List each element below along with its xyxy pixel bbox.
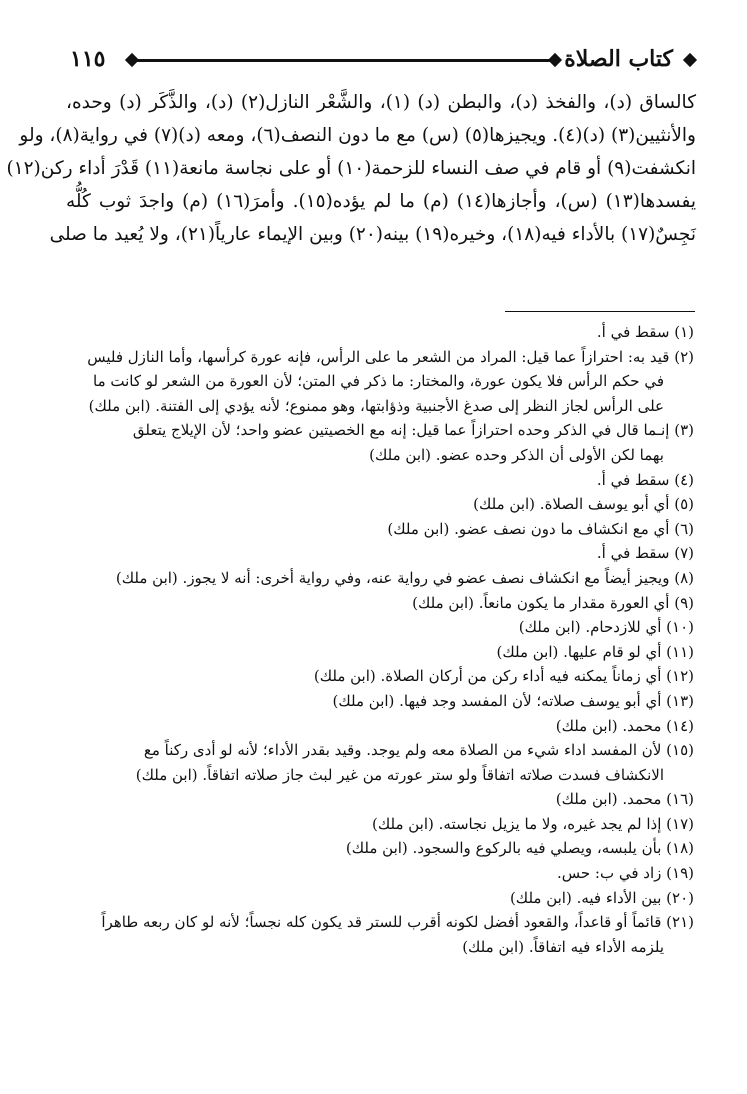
footnote-line: (٦) أي مع انكشاف ما دون نصف عضو. (ابن ملك) xyxy=(387,519,694,538)
footnote-line: (١٢) أي زماناً يمكنه فيه أداء ركن من أركان الصلاة. (ابن ملك) xyxy=(313,667,694,686)
footnote-line: (٣) إنـما قال في الذكر وحده احترازاً عما قيل: إنه مع الخصيتين عضو واحد؛ لأن الإيلاج يتعلق xyxy=(132,421,694,440)
footnote-line: (١٣) أي أبو يوسف صلاته؛ لأن المفسد وجد فيها. (ابن ملك) xyxy=(332,691,694,710)
main-text-line: يفسدها(١٣) (س)، وأجازها(١٤) (م) ما لم يؤده(١٥). وأمرَ(١٦) (م) واجدَ ثوب كُلُّه xyxy=(66,191,697,212)
footnote-line: (٧) سقط في أ. xyxy=(596,544,694,563)
footnote-line: (٢٠) بين الأداء فيه. (ابن ملك) xyxy=(509,888,694,907)
footnote-line: على الرأس لجاز النظر إلى صدغ الأجنبية وذؤابتها، وهو ممنوع؛ لأنه يؤدي إلى الفتنة. (ابن ملك) xyxy=(88,396,664,415)
footnote-line: بهما لكن الأولى أن الذكر وحده عضو. (ابن ملك) xyxy=(369,445,664,464)
footnotes xyxy=(52,320,694,959)
footnote-separator xyxy=(505,311,695,312)
main-text xyxy=(6,86,697,251)
footnote-line: يلزمه الأداء فيه اتفاقاً. (ابن ملك) xyxy=(462,937,664,956)
main-text-line: كالساق (د)، والفخذ (د)، والبطن (د) (١)، والشَّعْر النازل(٢) (د)، والذَّكَر (د) وحده، xyxy=(66,92,697,113)
footnote-line: (٢) قيد به: احترازاً عما قيل: المراد من الشعر ما على الرأس، فإنه عورة كرأسها، وأما النازل فليس xyxy=(87,347,694,366)
footnote-line: (١٩) زاد في ب: حس. xyxy=(556,864,694,883)
diamond-ornament-icon xyxy=(683,53,697,67)
footnote-line: (١٨) بأن يلبسه، ويصلي فيه بالركوع والسجود. (ابن ملك) xyxy=(345,839,694,858)
footnote-line: (١٤) محمد. (ابن ملك) xyxy=(555,716,694,735)
footnote-line: (١١) أي لو قام عليها. (ابن ملك) xyxy=(496,642,694,661)
footnote-line: (٨) ويجيز أيضاً مع انكشاف نصف عضو في رواية عنه، وفي رواية أخرى: أنه لا يجوز. (ابن ملك) xyxy=(115,568,694,587)
main-text-line: انكشفت(٩) أو قام في صف النساء للزحمة(١٠) أو على نجاسة مانعة(١١) قَدْرَ أداء ركن(١٢) xyxy=(6,158,696,179)
footnote-line: (٢١) قائماً أو قاعداً، والقعود أفضل لكونه أقرب للستر قد يكون كله نجساً؛ لأنه لو كان ربعه طاهراً xyxy=(101,913,694,932)
footnote-line: في حكم الرأس فلا يكون عورة، والمختار: ما ذكر في المتن؛ لأن العورة من الشعر لو كانت ما xyxy=(93,372,664,391)
footnote-line: (١٥) لأن المفسد اداء شيء من الصلاة معه ولم يوجد. وقيد بقدر الأداء؛ لأنه لو أدى ركناً مع xyxy=(143,741,694,760)
diamond-ornament-icon xyxy=(548,53,562,67)
main-text-line: نَجِسٌ(١٧) بالأداء فيه(١٨)، وخيره(١٩) بينه(٢٠) وبين الإيماء عارياً(٢١)، ولا يُعيد ما صلى xyxy=(49,224,696,245)
main-text-line: والأنثيين(٣) (د)(٤). ويجيزها(٥) (س) مع ما دون النصف(٦)، ومعه (د)(٧) في رواية(٨)، ولو xyxy=(19,125,696,146)
running-header xyxy=(70,44,695,80)
footnote-line: (٥) أي أبو يوسف الصلاة. (ابن ملك) xyxy=(473,495,694,514)
footnote-line: (١) سقط في أ. xyxy=(596,323,694,341)
footnote-line: (٩) أي العورة مقدار ما يكون مانعاً. (ابن ملك) xyxy=(412,593,694,612)
page-number: ١١٥ xyxy=(70,46,106,72)
footnote-line: (١٠) أي للازدحام. (ابن ملك) xyxy=(518,618,694,637)
footnote-line: (٤) سقط في أ. xyxy=(596,470,694,489)
header-rule xyxy=(132,59,555,62)
footnote-line: الانكشاف فسدت صلاته اتفاقاً ولو ستر عورته من غير لبث جاز صلاته اتفاقاً. (ابن ملك) xyxy=(135,765,664,784)
footnote-line: (١٧) إذا لم يجد غيره، ولا ما يزيل نجاسته. (ابن ملك) xyxy=(372,814,694,833)
chapter-title: كتاب الصلاة xyxy=(564,46,673,72)
footnote-line: (١٦) محمد. (ابن ملك) xyxy=(555,790,694,809)
